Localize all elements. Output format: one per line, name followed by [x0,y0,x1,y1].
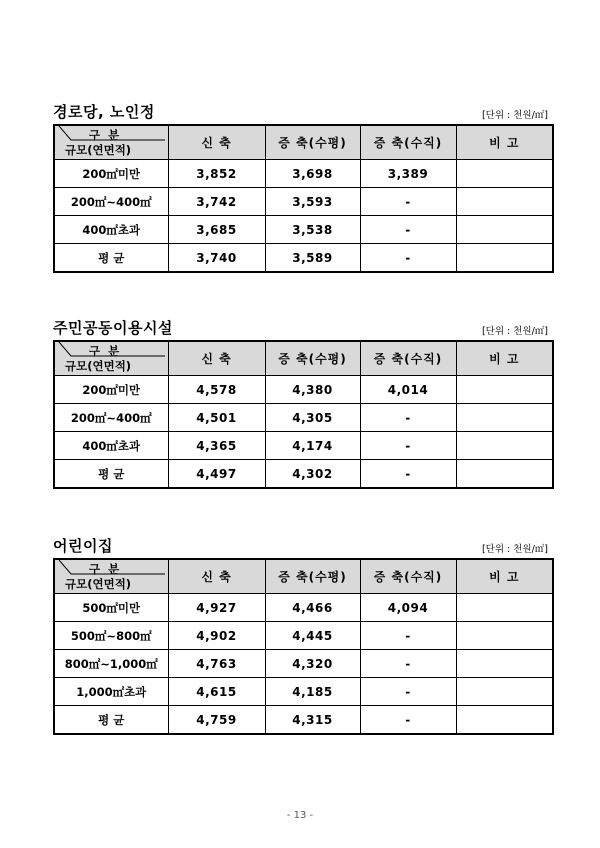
page-number: - 13 - [286,810,314,821]
new-construction-cell: 3,740 [168,244,265,273]
horizontal-extension-cell: 3,593 [265,188,360,216]
size-label-cell: 1,000㎡초과 [54,678,168,706]
category-header [54,341,168,376]
horizontal-extension-cell: 4,320 [265,650,360,678]
new-construction-cell: 4,365 [168,432,265,460]
note-cell [456,650,553,678]
category-header [54,559,168,594]
size-label-cell: 200㎡미만 [54,376,168,404]
note-cell [456,216,553,244]
new-construction-cell: 3,852 [168,160,265,188]
category-top-label: 구 분 [89,562,122,576]
note-cell [456,460,553,489]
note-cell [456,376,553,404]
note-header: 비 고 [456,125,553,160]
new-construction-cell: 4,501 [168,404,265,432]
unit-label: [단위 : 천원/㎡] [481,110,548,121]
size-label-cell: 400㎡초과 [54,432,168,460]
section-title: 경로당, 노인정 [53,103,155,121]
table-header-row [54,341,553,376]
price-table-section [53,536,552,735]
category-bottom-label: 규모(연면적) [65,359,132,373]
note-cell [456,160,553,188]
table-row [54,244,553,273]
table-body [54,160,553,273]
new-construction-header: 신 축 [168,559,265,594]
note-header: 비 고 [456,341,553,376]
horizontal-extension-cell: 3,538 [265,216,360,244]
note-cell [456,706,553,735]
table-row [54,650,553,678]
new-construction-cell: 4,763 [168,650,265,678]
vertical-extension-cell: - [360,432,456,460]
category-header [54,125,168,160]
new-construction-cell: 3,742 [168,188,265,216]
table-row [54,160,553,188]
size-label-cell: 200㎡~400㎡ [54,188,168,216]
table-header-row [54,559,553,594]
new-construction-cell: 4,497 [168,460,265,489]
table-row [54,594,553,622]
size-label-cell: 800㎡~1,000㎡ [54,650,168,678]
vertical-extension-cell: - [360,244,456,273]
table-row [54,376,553,404]
table-row [54,404,553,432]
horizontal-extension-cell: 4,445 [265,622,360,650]
unit-label: [단위 : 천원/㎡] [481,326,548,337]
note-cell [456,622,553,650]
vertical-extension-cell: - [360,188,456,216]
horizontal-extension-cell: 4,315 [265,706,360,735]
vertical-extension-header: 증 축(수직) [360,559,456,594]
new-construction-cell: 4,615 [168,678,265,706]
vertical-extension-header: 증 축(수직) [360,341,456,376]
horizontal-extension-header: 증 축(수평) [265,125,360,160]
note-cell [456,188,553,216]
category-top-label: 구 분 [89,344,122,358]
section-title: 주민공동이용시설 [53,319,173,337]
table-row [54,622,553,650]
horizontal-extension-header: 증 축(수평) [265,559,360,594]
section-title: 어린이집 [53,537,113,555]
price-table [53,340,554,489]
size-label-cell: 평 균 [54,244,168,273]
note-header: 비 고 [456,559,553,594]
category-bottom-label: 규모(연면적) [65,143,132,157]
vertical-extension-cell: - [360,706,456,735]
new-construction-cell: 3,685 [168,216,265,244]
price-table-section [53,318,552,489]
size-label-cell: 평 균 [54,460,168,489]
new-construction-cell: 4,759 [168,706,265,735]
table-row [54,432,553,460]
table-row [54,678,553,706]
table-row [54,460,553,489]
vertical-extension-cell: 4,094 [360,594,456,622]
vertical-extension-cell: - [360,404,456,432]
table-header-row [54,125,553,160]
note-cell [456,594,553,622]
vertical-extension-cell: 3,389 [360,160,456,188]
note-cell [456,244,553,273]
horizontal-extension-cell: 4,466 [265,594,360,622]
table-body [54,376,553,489]
price-table [53,558,554,735]
table-row [54,706,553,735]
size-label-cell: 평 균 [54,706,168,735]
size-label-cell: 400㎡초과 [54,216,168,244]
table-body [54,594,553,735]
vertical-extension-cell: - [360,460,456,489]
size-label-cell: 200㎡미만 [54,160,168,188]
section-header [53,102,552,124]
vertical-extension-cell: 4,014 [360,376,456,404]
price-table [53,124,554,273]
new-construction-cell: 4,902 [168,622,265,650]
new-construction-cell: 4,927 [168,594,265,622]
horizontal-extension-cell: 4,185 [265,678,360,706]
horizontal-extension-cell: 3,589 [265,244,360,273]
size-label-cell: 500㎡미만 [54,594,168,622]
vertical-extension-cell: - [360,216,456,244]
table-row [54,188,553,216]
category-top-label: 구 분 [89,128,122,142]
vertical-extension-header: 증 축(수직) [360,125,456,160]
size-label-cell: 200㎡~400㎡ [54,404,168,432]
horizontal-extension-cell: 3,698 [265,160,360,188]
horizontal-extension-cell: 4,380 [265,376,360,404]
note-cell [456,432,553,460]
size-label-cell: 500㎡~800㎡ [54,622,168,650]
table-row [54,216,553,244]
note-cell [456,678,553,706]
horizontal-extension-cell: 4,305 [265,404,360,432]
new-construction-cell: 4,578 [168,376,265,404]
unit-label: [단위 : 천원/㎡] [481,544,548,555]
vertical-extension-cell: - [360,622,456,650]
horizontal-extension-cell: 4,174 [265,432,360,460]
new-construction-header: 신 축 [168,341,265,376]
price-table-section [53,102,552,273]
note-cell [456,404,553,432]
category-bottom-label: 규모(연면적) [65,577,132,591]
section-header [53,318,552,340]
horizontal-extension-header: 증 축(수평) [265,341,360,376]
new-construction-header: 신 축 [168,125,265,160]
horizontal-extension-cell: 4,302 [265,460,360,489]
vertical-extension-cell: - [360,678,456,706]
section-header [53,536,552,558]
vertical-extension-cell: - [360,650,456,678]
